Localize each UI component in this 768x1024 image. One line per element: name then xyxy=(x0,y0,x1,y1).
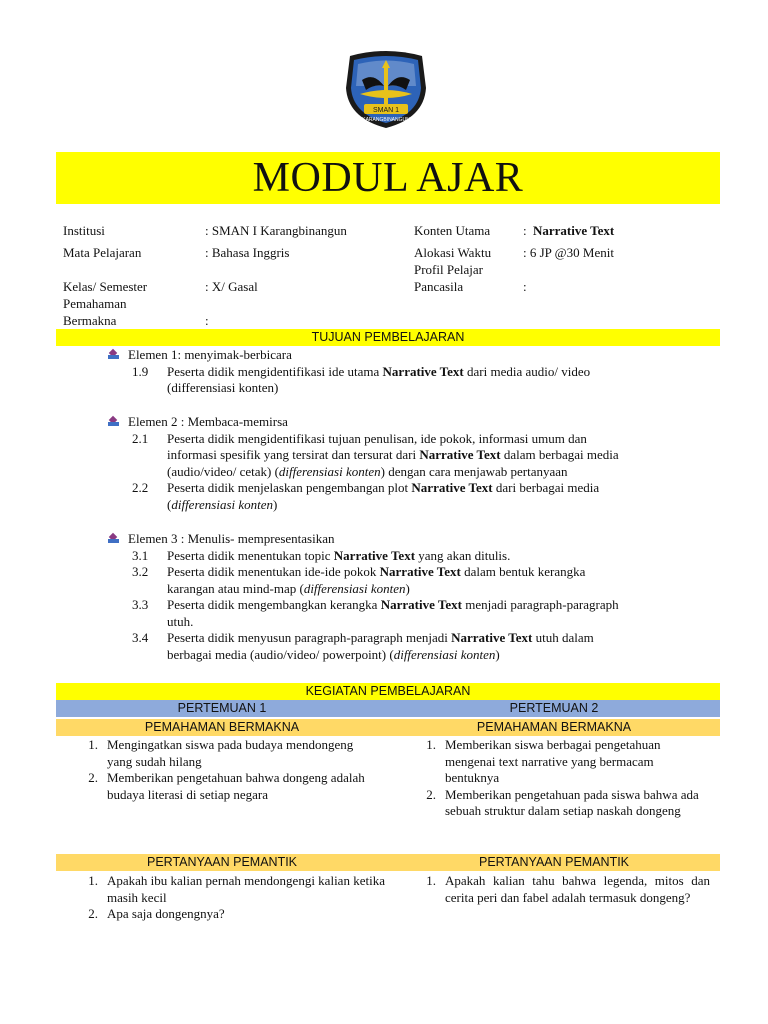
list-item: 2.2 Peserta didik menjelaskan pengembangan plot Narrative Text dari berbagai media (differensiasi konten) xyxy=(132,480,600,512)
pertanyaan-list-left xyxy=(72,873,402,923)
institusi-value: : SMAN I Karangbinangun xyxy=(205,223,347,238)
pertanyaan-pemantik-2-header: PERTANYAAN PEMANTIK xyxy=(388,854,720,871)
title-banner xyxy=(56,152,720,204)
kelas-value: : X/ Gasal xyxy=(205,279,258,294)
konten-value: Narrative Text xyxy=(533,223,615,238)
elemen-3 xyxy=(108,531,708,663)
list-item: 1. Apakah kalian tahu bahwa legenda, mitos dan cerita peri dan fabel adalah termasuk dongeng? xyxy=(426,873,710,905)
pemahaman-list-right xyxy=(410,737,706,820)
elemen-2 xyxy=(108,414,708,513)
svg-text:SMAN 1: SMAN 1 xyxy=(372,107,400,114)
pertemuan-2-header: PERTEMUAN 2 xyxy=(388,700,720,717)
konten-colon: : xyxy=(523,223,527,238)
pemahaman-bermakna-2-header: PEMAHAMAN BERMAKNA xyxy=(388,719,720,736)
list-item: 3.2 Peserta didik menentukan ide-ide pokok Narrative Text dalam bentuk kerangka karangan atau mind-map (differensiasi konten) xyxy=(132,564,586,596)
pertanyaan-pemantik-1-header: PERTANYAAN PEMANTIK xyxy=(56,854,388,871)
pertanyaan-list-right xyxy=(410,873,710,906)
konten-label: Konten Utama xyxy=(414,223,491,238)
alokasi-value: : 6 JP @30 Menit xyxy=(523,245,614,260)
list-item: 3.1 Peserta didik menentukan topic Narrative Text yang akan ditulis. xyxy=(132,547,511,563)
pemahaman-bermakna-1-header: PEMAHAMAN BERMAKNA xyxy=(56,719,388,736)
list-item: 1. Memberikan siswa berbagai pengetahuan mengenai text narrative yang bermacam bentuknya xyxy=(426,737,661,785)
list-item: 1.9 Peserta didik mengidentifikasi ide utama Narrative Text dari media audio/ video (differensiasi konten) xyxy=(132,363,591,395)
list-item: 2. Memberikan pengetahuan bahwa dongeng adalah budaya literasi di setiap negara xyxy=(88,770,365,802)
elemen-2-title: Elemen 2 : Membaca-memirsa xyxy=(128,414,288,429)
list-item: 2. Memberikan pengetahuan pada siswa bahwa ada sebuah struktur dalam setiap naskah dongeng xyxy=(426,786,699,818)
list-item: 3.4 Peserta didik menyusun paragraph-paragraph menjadi Narrative Text utuh dalam berbagai media (audio/video/ powerpoint) (differensiasi konten) xyxy=(132,630,594,662)
bullet-icon xyxy=(108,416,120,428)
pertemuan-1-header: PERTEMUAN 1 xyxy=(56,700,388,717)
profil-value: : xyxy=(523,279,527,294)
list-item: 3.3 Peserta didik mengembangkan kerangka Narrative Text menjadi paragraph-paragraph utuh. xyxy=(132,597,619,629)
svg-text:KARANGBINANGUN: KARANGBINANGUN xyxy=(362,117,410,123)
pemahaman-label-1: Pemahaman xyxy=(63,296,127,311)
list-item: 2.1 Peserta didik mengidentifikasi tujuan penulisan, ide pokok, informasi umum dan informasi spesifik yang tersirat dan tersurat dari Narrative Text dalam berbagai media (audio/video/ cetak) (differensiasi konten) dengan cara menjawab pertanyaan xyxy=(132,430,619,479)
tujuan-header: TUJUAN PEMBELAJARAN xyxy=(56,329,720,346)
elemen-1-title: Elemen 1: menyimak-berbicara xyxy=(128,347,292,362)
bullet-icon xyxy=(108,533,120,545)
list-item: 1. Apakah ibu kalian pernah mendongengi kalian ketika masih kecil xyxy=(88,873,385,905)
pemahaman-label-2: Bermakna xyxy=(63,313,117,328)
mapel-label: Mata Pelajaran xyxy=(63,245,142,260)
kelas-label: Kelas/ Semester xyxy=(63,279,148,294)
elemen-1 xyxy=(108,347,708,397)
kegiatan-header: KEGIATAN PEMBELAJARAN xyxy=(56,683,720,700)
elemen-3-title: Elemen 3 : Menulis- mempresentasikan xyxy=(128,531,335,546)
pemahaman-value: : xyxy=(205,313,209,328)
profil-label-1: Profil Pelajar xyxy=(414,262,483,277)
profil-label-2: Pancasila xyxy=(414,279,464,294)
mapel-value: : Bahasa Inggris xyxy=(205,245,290,260)
list-item: 1. Mengingatkan siswa pada budaya mendongeng yang sudah hilang xyxy=(88,737,354,769)
pemahaman-list-left xyxy=(72,737,378,803)
school-logo xyxy=(340,50,432,130)
list-item: 2. Apa saja dongengnya? xyxy=(88,906,225,921)
alokasi-label: Alokasi Waktu xyxy=(414,245,492,260)
bullet-icon xyxy=(108,349,120,361)
institusi-label: Institusi xyxy=(63,223,105,238)
page-title: MODUL AJAR xyxy=(252,155,524,201)
